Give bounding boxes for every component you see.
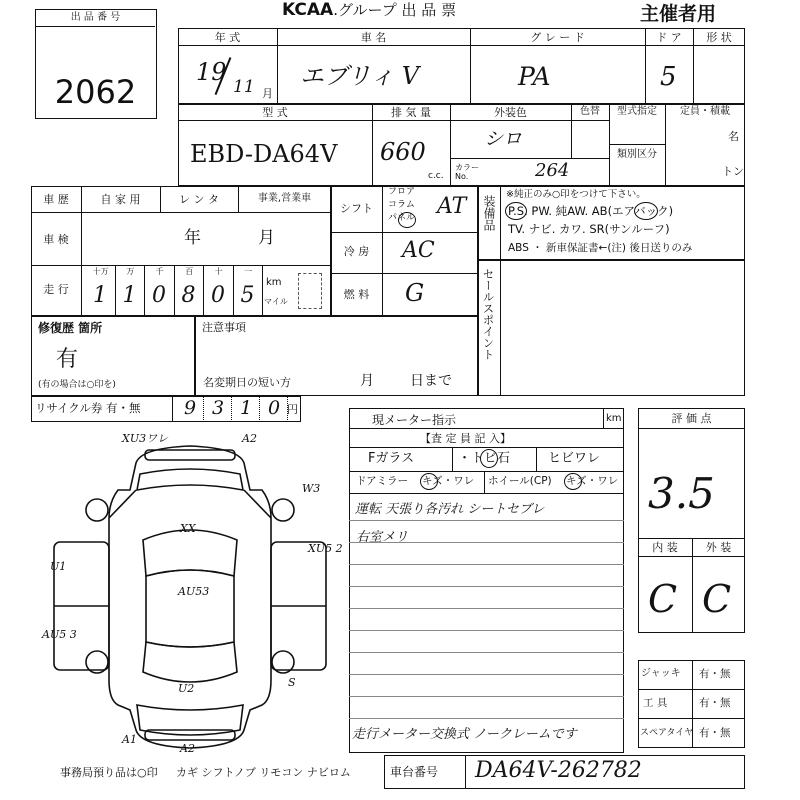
fuel-value: G <box>405 279 425 307</box>
comment-rule-line <box>349 652 624 653</box>
ac-value: AC <box>402 238 435 263</box>
mile-label: マイル <box>264 297 288 306</box>
lot-number-label: 出 品 番 号 <box>70 12 121 23</box>
capacity-label: 定員・積載 <box>680 106 730 117</box>
comment-rule-line <box>349 608 624 609</box>
recycle-digit-value: 9 <box>184 397 197 419</box>
tons-unit: トン <box>722 165 744 178</box>
spare-tire-label: スペアタイヤ <box>640 728 694 738</box>
glass-crack: ヒビワレ <box>548 451 601 466</box>
damage-mark: A2 <box>242 432 257 445</box>
shift-panel-circle <box>398 212 416 228</box>
car-diagram <box>40 430 345 760</box>
rental-label: レ ン タ <box>179 193 219 206</box>
wheel-label: ホイール(CP) <box>488 475 552 487</box>
comment-rule-line <box>349 586 624 587</box>
name-change-label: 名変期日の短い方 <box>203 376 291 389</box>
chassis-label: 車台番号 <box>390 765 439 779</box>
color-change-label: 色替 <box>580 106 600 117</box>
model-label: 型 式 <box>262 106 288 119</box>
wheel-circle <box>564 473 582 490</box>
mileage-digit-value: 1 <box>122 283 137 308</box>
tools-label: 工 具 <box>643 697 668 709</box>
meter-label: 現メーター指示 <box>372 413 457 427</box>
damage-mark: A2 <box>180 742 195 755</box>
name-change-day-unit: 日まで <box>410 373 452 389</box>
mileage-digit-value: 0 <box>152 283 166 308</box>
type-designation-label: 型式指定 <box>617 106 657 117</box>
model-value: EBD-DA64V <box>190 140 338 168</box>
car-windshield <box>143 530 237 576</box>
lot-number-value: 2062 <box>54 73 137 111</box>
shift-floor: フロア <box>388 187 416 197</box>
name-label: 車 名 <box>360 31 387 44</box>
comment-rule-line <box>349 630 624 631</box>
exterior-color-label: 外装色 <box>494 106 527 119</box>
inspection-month-unit: 月 <box>258 228 275 248</box>
meter-km-unit: km <box>606 413 622 424</box>
mileage-digit-value: 5 <box>240 283 255 308</box>
mirror-value: キズ・ワレ <box>422 475 475 487</box>
damage-mark: U2 <box>178 682 195 695</box>
front-left-wheel-icon <box>86 499 108 521</box>
equipment-row-1: P.S. PW. 純AW. AB(エアバック) <box>508 204 674 218</box>
mileage-digit-label: 十万 <box>92 267 109 276</box>
repair-history-label: 修復歴 箇所 <box>38 321 103 335</box>
office-note: 事務局預り品は○印 <box>60 766 158 779</box>
interior-label: 内 装 <box>652 541 678 554</box>
recycle-label: リサイクル券 有・無 <box>35 401 141 415</box>
damage-mark: XU3ワレ <box>122 432 169 445</box>
equipment-note: ※純正のみ○印をつけて下さい。 <box>506 189 646 200</box>
sales-point-box <box>478 260 745 396</box>
inspector-comment-3: 走行メーター交換式 ノークレームです <box>352 727 577 742</box>
equipment-row-3: ABS ・ 新車保証書←(注) 後日送りのみ <box>508 242 693 254</box>
inspector-title: 【査 定 員 記 入】 <box>420 432 511 445</box>
equipment-row-2: TV. ナビ. カワ. SR(サンルーフ) <box>508 222 670 236</box>
history-label: 車 歴 <box>43 193 69 206</box>
damage-mark: AU53 <box>178 585 210 598</box>
class-category-label: 類別区分 <box>617 149 657 160</box>
sheet-title: .グループ 出 品 票 <box>333 1 457 19</box>
month-value: 11 <box>233 77 255 97</box>
color-no-label: カラー No. <box>455 163 479 181</box>
doors-label: ド ア <box>656 31 682 44</box>
displacement-label: 排 気 量 <box>391 106 431 119</box>
shift-value: AT <box>437 194 467 219</box>
color-value: シロ <box>484 128 523 150</box>
color-no-value: 264 <box>535 160 570 181</box>
mileage-digit-label: 百 <box>185 267 194 276</box>
mileage-label: 走 行 <box>43 283 69 296</box>
fuel-label: 燃 料 <box>343 288 370 301</box>
front-right-wheel-icon <box>272 499 294 521</box>
comment-rule-line <box>349 564 624 565</box>
spare-tire-value: 有・無 <box>699 727 731 739</box>
damage-mark: U1 <box>50 560 67 573</box>
organizer-label: 主催者用 <box>640 3 717 25</box>
private-use-label: 自 家 用 <box>100 193 141 206</box>
chassis-value: DA64V-262782 <box>475 758 642 783</box>
damage-mark: AU5 3 <box>42 628 77 641</box>
inspector-comment-2: 右室メリ <box>356 530 409 545</box>
office-items: カギ シフトノブ リモコン ナビロム <box>176 766 351 779</box>
inspection-year-unit: 年 <box>184 228 201 248</box>
comment-rule-line <box>349 520 624 521</box>
damage-mark: S <box>288 676 296 689</box>
grade-value: PA <box>518 62 551 91</box>
comment-rule-line <box>349 696 624 697</box>
equipment-ab-circle <box>634 202 658 220</box>
jack-value: 有・無 <box>699 668 731 680</box>
inspector-comment-1: 運転 天張り各汚れ シートセブレ <box>355 502 545 517</box>
equipment-ps-circle <box>505 202 527 220</box>
exterior-score-value: C <box>702 577 732 621</box>
recycle-digit-value: 1 <box>240 397 253 419</box>
shift-panel: パネル <box>388 213 416 223</box>
inspection-label: 車 検 <box>43 233 69 246</box>
comment-rule-line <box>349 718 624 719</box>
mileage-digit-value: 1 <box>93 283 107 308</box>
shift-column: コラム <box>388 200 415 210</box>
car-rear-window <box>143 642 237 682</box>
repair-history-note: (有の場合は○印を) <box>38 380 116 390</box>
recycle-digit-value: 3 <box>212 397 225 419</box>
grade-label: グ レ ー ド <box>530 31 585 44</box>
damage-mark: A1 <box>122 733 137 746</box>
mirror-circle <box>420 473 438 490</box>
interior-score-value: C <box>648 577 678 621</box>
tools-value: 有・無 <box>699 697 731 709</box>
exterior-label: 外 装 <box>705 541 732 554</box>
front-bumper <box>145 450 235 460</box>
score-value: 3.5 <box>648 469 715 518</box>
mileage-digit-label: 十 <box>214 267 223 276</box>
notes-label: 注意事項 <box>202 321 246 334</box>
km-label: km <box>266 277 282 288</box>
month-unit: 月 <box>262 87 273 100</box>
mileage-digit-value: 8 <box>181 283 196 308</box>
displacement-value: 660 <box>380 138 426 166</box>
recycle-digit-value: 0 <box>268 397 281 419</box>
jack-label: ジャッキ <box>641 668 681 679</box>
damage-mark: XU5 2 <box>308 542 343 555</box>
shape-label: 形 状 <box>706 31 732 44</box>
mileage-digit-value: 0 <box>211 283 225 308</box>
name-change-month-unit: 月 <box>360 373 374 389</box>
business-use-label: 事業,営業車 <box>257 193 312 204</box>
lot-number-box <box>35 9 157 119</box>
car-hood <box>137 469 243 490</box>
cc-unit: c.c. <box>428 171 444 181</box>
recycle-yen: 円 <box>287 403 298 416</box>
shift-label: シフト <box>340 202 373 215</box>
damage-mark: W3 <box>302 482 321 495</box>
wheel-value: キズ・ワレ <box>566 475 619 487</box>
mile-checkbox[interactable] <box>298 273 322 309</box>
mileage-digit-label: 万 <box>126 267 135 276</box>
brand-logo <box>282 2 456 19</box>
glass-stone: ・トビ石 <box>458 451 511 466</box>
mileage-digit-label: 千 <box>155 267 164 276</box>
score-label: 評 価 点 <box>671 412 712 425</box>
mileage-digit-label: 一 <box>244 267 253 276</box>
car-name-value: エブリィ V <box>300 62 420 90</box>
year-label: 年 式 <box>214 31 241 44</box>
persons-unit: 名 <box>728 130 739 143</box>
brand-logo-text: KCAA <box>282 0 334 20</box>
damage-mark: XX <box>180 522 196 535</box>
year-value: 19 <box>196 58 227 86</box>
doors-value: 5 <box>660 62 677 92</box>
comment-rule-line <box>349 674 624 675</box>
glass-stone-circle <box>480 449 498 468</box>
ac-label: 冷 房 <box>343 245 370 258</box>
repair-history-value: 有 <box>56 347 79 372</box>
mirror-label: ドアミラー <box>356 475 409 487</box>
car-roof <box>146 570 234 647</box>
sales-point-label: セールスポイント <box>481 268 496 360</box>
glass-label: Fガラス <box>368 451 415 466</box>
equipment-label: 装備品 <box>482 195 496 231</box>
